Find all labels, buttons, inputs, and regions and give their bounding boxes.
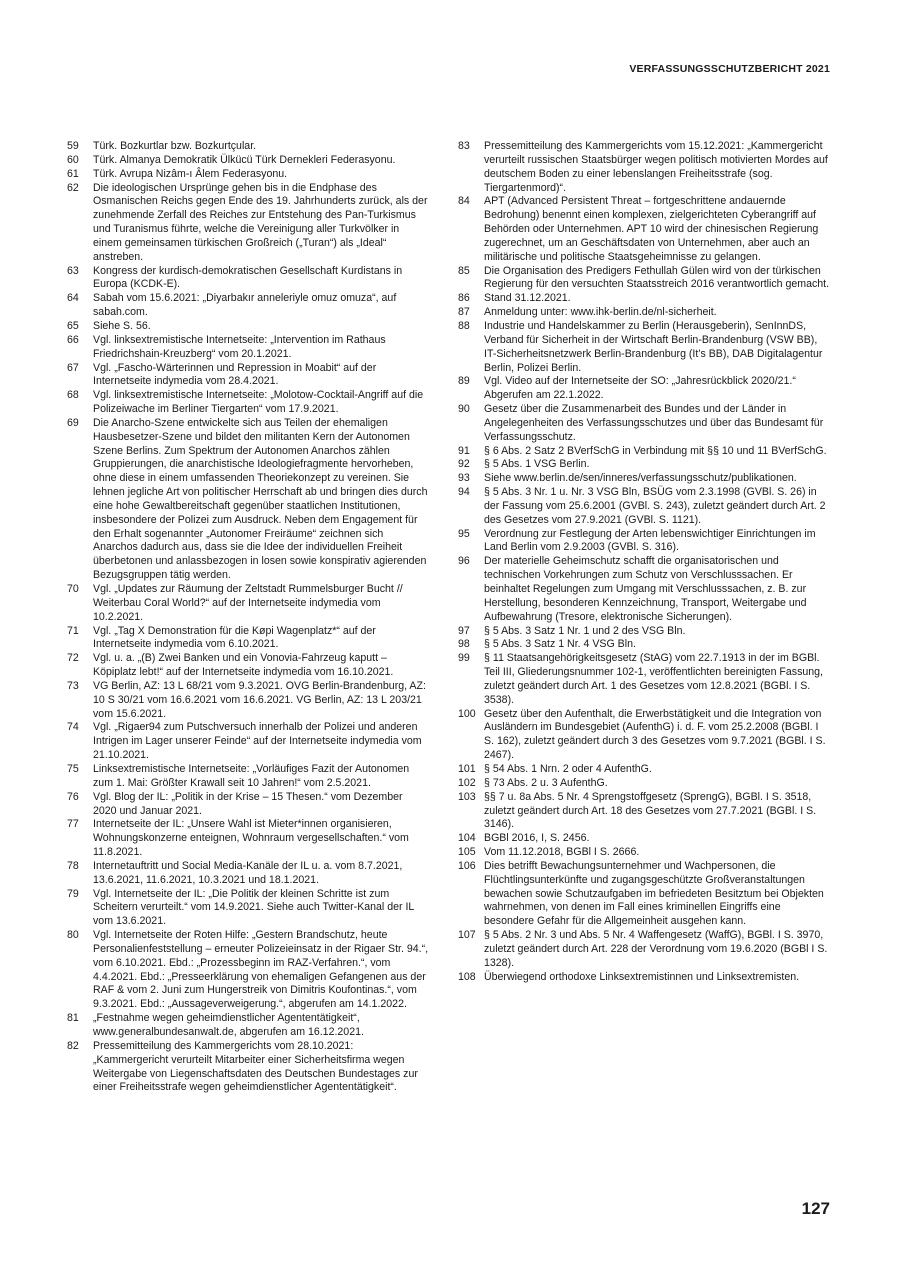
footnote-number: 106 bbox=[458, 859, 476, 872]
footnote bbox=[458, 846, 830, 860]
footnote bbox=[67, 362, 429, 390]
footnote bbox=[458, 320, 830, 375]
footnote-number: 102 bbox=[458, 776, 476, 789]
footnote-number: 67 bbox=[67, 361, 79, 374]
footnote-number: 101 bbox=[458, 762, 476, 775]
footnote-number: 89 bbox=[458, 375, 470, 388]
footnote-number: 64 bbox=[67, 292, 79, 305]
footnote bbox=[67, 929, 429, 1012]
footnote bbox=[67, 168, 429, 182]
footnote bbox=[458, 265, 830, 293]
footnote bbox=[67, 888, 429, 930]
footnote-number: 108 bbox=[458, 970, 476, 983]
footnote bbox=[67, 292, 429, 320]
footnote-number: 79 bbox=[67, 887, 79, 900]
footnote bbox=[67, 182, 429, 265]
footnote-text: Die Organisation des Predigers Fethullah Gülen wird von der türkischen Regierung für den versuchten Staatsstreich 2016 verantwortlich gemacht. bbox=[484, 264, 830, 291]
footnote bbox=[458, 472, 830, 486]
footnote bbox=[67, 818, 429, 860]
footnote-text: Vgl. linksextremistische Internetseite: „Intervention im Rathaus Friedrichshain-Kreuzberg“ vom 20.1.2021. bbox=[93, 333, 386, 360]
footnote-text: VG Berlin, AZ: 13 L 68/21 vom 9.3.2021. OVG Berlin-Brandenburg, AZ: 10 S 30/21 vom 16.6.2021 vom 16.6.2021. VG Berlin, AZ: 13 L 203/21 vom 15.6.2021. bbox=[93, 679, 426, 720]
footnote-number: 86 bbox=[458, 292, 470, 305]
running-header: VERFASSUNGSSCHUTZBERICHT 2021 bbox=[629, 63, 830, 75]
footnote-text: Der materielle Geheimschutz schafft die organisatorischen und technischen Vorkehrungen zum Schutz von Verschlusssachen. Er beinhaltet Regelungen zum Umgang mit Verschlusssachen, z. B. zur Herstellung, besonderen Kennzeichnung, Transport, Weitergabe und Aufbewahrung (Tresore, elektronische Sicherungen). bbox=[484, 555, 807, 623]
footnote-number: 107 bbox=[458, 929, 476, 942]
footnote-number: 61 bbox=[67, 167, 79, 180]
footnote-text: Vgl. Internetseite der IL: „Die Politik der kleinen Schritte ist zum Scheitern verurteilt.“ vom 14.9.2021. Siehe auch Twitter-Kanal der IL vom 13.6.2021. bbox=[93, 887, 414, 928]
footnote bbox=[458, 832, 830, 846]
footnote-text: Türk. Bozkurtlar bzw. Bozkurtçular. bbox=[93, 140, 257, 152]
footnote bbox=[67, 334, 429, 362]
footnote-number: 92 bbox=[458, 458, 470, 471]
footnote-number: 100 bbox=[458, 707, 476, 720]
footnote-number: 88 bbox=[458, 319, 470, 332]
footnote-text: Siehe S. 56. bbox=[93, 319, 151, 332]
footnote-number: 65 bbox=[67, 319, 79, 332]
footnote bbox=[458, 403, 830, 445]
footnote-text: Siehe www.berlin.de/sen/inneres/verfassungsschutz/publikationen. bbox=[484, 472, 797, 485]
footnote-text: Stand 31.12.2021. bbox=[484, 292, 571, 305]
footnote bbox=[458, 306, 830, 320]
footnote-number: 76 bbox=[67, 790, 79, 803]
footnote-text: APT (Advanced Persistent Threat – fortgeschrittene andauernde Bedrohung) benennt einen komplexen, zielgerichteten Cyberangriff auf Behörden oder Unternehmen. APT 10 wird der chinesischen Regierung zugerechnet, um an Geschäftsdaten von Unternehmen, aber auch an militärische und politische Staatsgeheimnisse zu gelangen. bbox=[484, 195, 819, 263]
footnote-number: 81 bbox=[67, 1012, 79, 1025]
footnote-number: 90 bbox=[458, 403, 470, 416]
footnote-number: 96 bbox=[458, 555, 470, 568]
footnote-text: Vgl. linksextremistische Internetseite: „Molotow-Cocktail-Angriff auf die Polizeiwache im Berliner Tiergarten“ vom 17.9.2021. bbox=[93, 389, 424, 416]
footnote-number: 105 bbox=[458, 846, 476, 859]
footnote-text: Verordnung zur Festlegung der Arten lebenswichtiger Einrichtungen im Land Berlin vom 2.9.2003 (GVBl. S. 316). bbox=[484, 527, 816, 554]
footnote-number: 85 bbox=[458, 264, 470, 277]
footnote-text: Dies betrifft Bewachungsunternehmer und Wachpersonen, die Flüchtlingsunterkünfte und zugangsgeschützte Großveranstaltungen bewachen sowie Schutzaufgaben im befriedeten Besitztum bei Objekten wahrnehmen, von denen im Fall eines kriminellen Eingriffs eine besondere Gefahr für die Allgemeinheit ausgehen kann. bbox=[484, 859, 824, 928]
footnote-number: 84 bbox=[458, 195, 470, 208]
footnote-text: Türk. Avrupa Nizâm-ı Âlem Federasyonu. bbox=[93, 167, 288, 180]
footnote-number: 97 bbox=[458, 624, 470, 637]
footnote bbox=[458, 486, 830, 528]
footnote bbox=[458, 860, 830, 929]
footnote-text: Vom 11.12.2018, BGBl I S. 2666. bbox=[484, 846, 640, 859]
footnote-number: 70 bbox=[67, 583, 79, 595]
footnote bbox=[458, 555, 830, 624]
footnote bbox=[458, 791, 830, 833]
footnote-text: BGBl 2016, I, S. 2456. bbox=[484, 832, 590, 845]
footnote-number: 87 bbox=[458, 306, 470, 319]
footnote bbox=[67, 680, 429, 722]
footnote-number: 66 bbox=[67, 333, 79, 346]
footnote-text: Vgl. Internetseite der Roten Hilfe: „Gestern Brandschutz, heute Personalienfeststellung – erneuter Polizeieinsatz in der Rigaer Str. 94.“, vom 6.10.2021. Ebd.: „Prozessbeginn im RAZ-Verfahren.“, vom 4.4.2021. Ebd.: „Presseerklärung von ehemaligen Gefangenen aus der RAF & vom 2. Juni zum Hungerstreik von Dimitris Koufontinas.“, vom 9.3.2021. Ebd.: „Aussageverweigerung.“, abgerufen am 14.1.2022. bbox=[93, 929, 429, 1011]
footnote bbox=[67, 1012, 429, 1040]
footnote-number: 91 bbox=[458, 444, 470, 457]
footnote bbox=[458, 971, 830, 985]
footnote bbox=[67, 583, 429, 625]
footnote-number: 60 bbox=[67, 153, 79, 166]
footnote-text: Überwiegend orthodoxe Linksextremistinnen und Linksextremisten. bbox=[484, 970, 800, 983]
footnote-number: 95 bbox=[458, 527, 470, 540]
footnote-number: 80 bbox=[67, 929, 79, 942]
footnote-number: 99 bbox=[458, 652, 470, 665]
footnote-text: Vgl. „Fascho-Wärterinnen und Repression in Moabit“ auf der Internetseite indymedia vom 28.4.2021. bbox=[93, 361, 377, 388]
footnote bbox=[67, 417, 429, 583]
footnote bbox=[67, 265, 429, 293]
footnote-text: Die ideologischen Ursprünge gehen bis in die Endphase des Osmanischen Reichs gegen Ende des 19. Jahrhunderts zurück, als der zunehmende Zerfall des Reiches zur Entstehung des Pan-Turkismus und Turanismus führte, welche die Vereinigung aller Turkvölker in einem gemeinsamen türkischen Großreich („Turan“) als „Ideal“ anstreben. bbox=[93, 181, 428, 263]
footnote-text: Industrie und Handelskammer zu Berlin (Herausgeberin), SenInnDS, Verband für Sicherheit in der Wirtschaft Berlin-Brandenburg (VSW BB), IT-Sicherheitsnetzwerk Berlin-Brandenburg (It’s BB), DAB Digitalagentur Berlin, Polizei Berlin. bbox=[484, 319, 823, 374]
footnote-text: Internetseite der IL: „Unsere Wahl ist Mieter*innen organisieren, Wohnungskonzerne enteignen, Wohnraum vergesellschaften.“ vom 11.8.2021. bbox=[93, 818, 409, 859]
footnote-number: 63 bbox=[67, 264, 79, 277]
footnote-text: § 6 Abs. 2 Satz 2 BVerfSchG in Verbindung mit §§ 10 und 11 BVerfSchG. bbox=[484, 444, 827, 457]
footnote-text: Vgl. „Rigaer94 zum Putschversuch innerhalb der Polizei und anderen Intrigen im Lager unserer Feinde“ auf der Internetseite indymedia vom 21.10.2021. bbox=[93, 721, 422, 762]
footnote bbox=[458, 140, 830, 195]
footnote bbox=[458, 195, 830, 264]
footnote-text: § 5 Abs. 3 Satz 1 Nr. 4 VSG Bln. bbox=[484, 638, 636, 651]
footnote bbox=[67, 625, 429, 653]
footnote-number: 82 bbox=[67, 1039, 79, 1052]
footnote-number: 59 bbox=[67, 140, 79, 152]
footnotes-right-column bbox=[458, 140, 830, 984]
footnote-number: 73 bbox=[67, 679, 79, 692]
footnote bbox=[67, 791, 429, 819]
footnote bbox=[67, 763, 429, 791]
footnote bbox=[67, 320, 429, 334]
footnote-text: § 73 Abs. 2 u. 3 AufenthG. bbox=[484, 776, 608, 789]
footnote bbox=[458, 292, 830, 306]
footnote-text: § 11 Staatsangehörigkeitsgesetz (StAG) vom 22.7.1913 in der im BGBl. Teil III, Gliederungsnummer 102-1, veröffentlichten bereinigten Fassung, zuletzt geändert durch Art. 1 des Gesetzes vom 12.8.2021 (BGBl. I S. 3538). bbox=[484, 652, 823, 706]
footnote bbox=[458, 458, 830, 472]
footnote-number: 74 bbox=[67, 721, 79, 734]
footnote-number: 78 bbox=[67, 859, 79, 872]
footnote-text: Gesetz über die Zusammenarbeit des Bundes und der Länder in Angelegenheiten des Verfassungsschutzes und über das Bundesamt für Verfassungsschutz. bbox=[484, 403, 824, 443]
footnote-text: Sabah vom 15.6.2021: „Diyarbakır anneleriyle omuz omuza“, auf sabah.com. bbox=[93, 292, 397, 319]
footnote-text: § 5 Abs. 1 VSG Berlin. bbox=[484, 458, 590, 471]
footnote-number: 71 bbox=[67, 624, 79, 637]
footnote-text: Vgl. „Tag X Demonstration für die Køpi Wagenplatz*“ auf der Internetseite indymedia vom 6.10.2021. bbox=[93, 624, 376, 651]
footnote-number: 77 bbox=[67, 818, 79, 831]
footnote-number: 93 bbox=[458, 472, 470, 485]
footnote bbox=[458, 625, 830, 639]
footnote-number: 62 bbox=[67, 181, 79, 194]
footnote-text: Kongress der kurdisch-demokratischen Gesellschaft Kurdistans in Europa (KCDK-E). bbox=[93, 264, 403, 291]
footnote bbox=[458, 652, 830, 707]
footnote-number: 104 bbox=[458, 832, 476, 845]
footnote-text: Pressemitteilung des Kammergerichts vom 28.10.2021: „Kammergericht verurteilt Mitarbeiter einer Sicherheitsfirma wegen Weitergabe von Liegenschaftsdaten des Deutschen Bundestages zur einer Freiheitsstrafe wegen geheimdienstlicher Agententätigkeit“. bbox=[93, 1039, 418, 1094]
footnote-text: §§ 7 u. 8a Abs. 5 Nr. 4 Sprengstoffgesetz (SprengG), BGBl. I S. 3518, zuletzt geändert durch Art. 18 des Gesetzes vom 27.7.2021 (BGBl. I S. 3146). bbox=[484, 790, 817, 831]
footnote bbox=[458, 777, 830, 791]
footnote-text: Türk. Almanya Demokratik Ülkücü Türk Dernekleri Federasyonu. bbox=[93, 153, 396, 166]
footnote bbox=[67, 389, 429, 417]
footnote-text: Die Anarcho-Szene entwickelte sich aus Teilen der ehemaligen Hausbesetzer-Szene und bildet den militanten Kern der Autonomen Szene Berlins. Zum Spektrum der Autonomen Anarchos zählen Gruppierungen, die anarchistische Ideologiefragmente hervorheben, ohne diese in einem umfassenden Theoriekonzept zu vereinen. Sie lehnen jegliche Art von politischer Herrschaft ab und bringen dies durch eine hohe Gewaltbereitschaft gegenüber staatlichen Institutionen, insbesondere der Polizei zum Ausdruck. Neben dem Engagement für den Erhalt sogenannter „Autonomer Freiräume“ zeichnen sich Anarchos dadurch aus, dass sie die Idee der individuellen Freiheit überbetonen und anlassbezogen in losen sowie konspirativ agierenden Bezugsgruppen tätig werden. bbox=[93, 416, 428, 582]
footnote-text: Vgl. Blog der IL: „Politik in der Krise – 15 Thesen.“ vom Dezember 2020 und Januar 2021. bbox=[93, 790, 403, 817]
footnote bbox=[67, 860, 429, 888]
footnote bbox=[458, 638, 830, 652]
footnote bbox=[67, 652, 429, 680]
footnote-text: Pressemitteilung des Kammergerichts vom 15.12.2021: „Kammergericht verurteilt russischen Staatsbürger wegen politisch motivierten Mordes auf deutschem Boden zu einer lebenslangen Freiheitsstrafe (sog. Tiergartenmord)“. bbox=[484, 140, 828, 194]
footnote-number: 83 bbox=[458, 140, 470, 152]
footnote-text: „Festnahme wegen geheimdienstlicher Agententätigkeit“, www.generalbundesanwalt.de, abgerufen am 16.12.2021. bbox=[93, 1012, 364, 1038]
footnote-text: Internetauftritt und Social Media-Kanäle der IL u. a. vom 8.7.2021, 13.6.2021, 11.6.2021, 10.3.2021 und 18.1.2021. bbox=[93, 859, 403, 886]
footnote-text: Vgl. „Updates zur Räumung der Zeltstadt Rummelsburger Bucht // Weiterbau Coral World?“ auf der Internetseite indymedia vom 10.2.2021. bbox=[93, 583, 403, 623]
footnote bbox=[458, 528, 830, 556]
page-number: 127 bbox=[801, 1199, 830, 1218]
footnote bbox=[458, 445, 830, 459]
footnote bbox=[458, 763, 830, 777]
footnote bbox=[458, 375, 830, 403]
footnote bbox=[458, 708, 830, 763]
footnote bbox=[67, 154, 429, 168]
footnote-number: 72 bbox=[67, 652, 79, 665]
footnote-text: § 54 Abs. 1 Nrn. 2 oder 4 AufenthG. bbox=[484, 762, 652, 775]
footnote bbox=[67, 1040, 429, 1095]
footnote-number: 103 bbox=[458, 790, 476, 803]
footnotes-left-column bbox=[67, 140, 429, 1095]
footnote-text: Linksextremistische Internetseite: „Vorläufiges Fazit der Autonomen zum 1. Mai: Größter Krawall seit 10 Jahren!“ vom 2.5.2021. bbox=[93, 762, 410, 789]
footnote-number: 94 bbox=[458, 486, 470, 499]
footnote bbox=[458, 929, 830, 971]
footnote-text: § 5 Abs. 3 Satz 1 Nr. 1 und 2 des VSG Bln. bbox=[484, 624, 686, 637]
footnote-text: § 5 Abs. 2 Nr. 3 und Abs. 5 Nr. 4 Waffengesetz (WaffG), BGBl. I S. 3970, zuletzt geändert durch Art. 228 der Verordnung vom 19.6.2020 (BGBl I S. 1328). bbox=[484, 929, 828, 969]
footnote bbox=[67, 140, 429, 154]
footnote-number: 75 bbox=[67, 762, 79, 775]
footnote-number: 98 bbox=[458, 638, 470, 651]
footnote-text: Vgl. u. a. „(B) Zwei Banken und ein Vonovia-Fahrzeug kaputt – Köpiplatz lebt!“ auf der Internetseite indymedia vom 16.10.2021. bbox=[93, 652, 394, 679]
footnote-text: Anmeldung unter: www.ihk-berlin.de/nl-sicherheit. bbox=[484, 306, 717, 319]
footnote-text: Vgl. Video auf der Internetseite der SO: „Jahresrückblick 2020/21.“ Abgerufen am 22.1.2022. bbox=[484, 375, 796, 402]
footnote-text: § 5 Abs. 3 Nr. 1 u. Nr. 3 VSG Bln, BSÜG vom 2.3.1998 (GVBl. S. 26) in der Fassung vom 25.6.2001 (GVBl. S. 243), zuletzt geändert durch Art. 2 des Gesetzes vom 27.9.2021 (GVBl. S. 1121). bbox=[484, 486, 826, 526]
footnote-text: Gesetz über den Aufenthalt, die Erwerbstätigkeit und die Integration von Ausländern im Bundesgebiet (AufenthG) i. d. F. vom 25.2.2008 (BGBl. I S. 162), zuletzt geändert durch 3 des Gesetzes vom 9.7.2021 (BGBl. I S. 2467). bbox=[484, 707, 826, 762]
footnote-number: 69 bbox=[67, 416, 79, 429]
footnote bbox=[67, 721, 429, 763]
footnote-number: 68 bbox=[67, 389, 79, 402]
